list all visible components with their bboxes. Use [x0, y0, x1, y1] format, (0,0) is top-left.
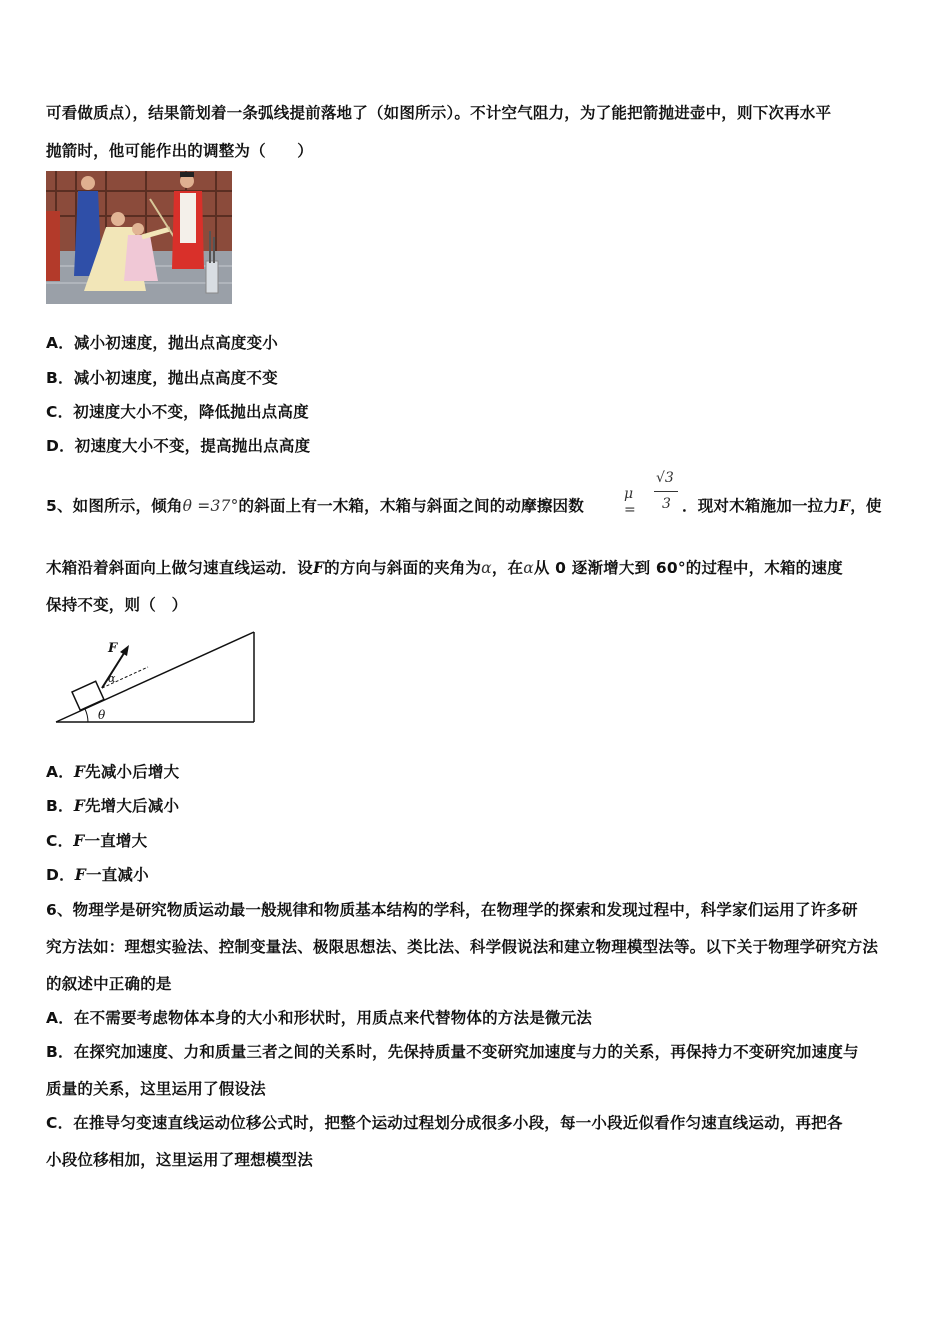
force-symbol: F: [73, 831, 85, 850]
q5-line2d: 从 0 逐渐增大到 60°的过程中，木箱的速度: [533, 559, 843, 577]
alpha-label: α: [108, 672, 116, 685]
q5-part3: ．现对木箱施加一拉力: [682, 497, 840, 515]
q6-text-line1: 6、物理学是研究物质运动最一般规律和物质基本结构的学科，在物理学的探索和发现过程中，科学家们运用了许多研: [46, 901, 858, 919]
force-label: F: [108, 641, 118, 656]
arrow-throwing-photo: [46, 171, 232, 304]
q5-line2a: 木箱沿着斜面向上做匀速直线运动．设: [46, 559, 313, 577]
option-letter: B．: [46, 797, 74, 815]
fraction-bar: [654, 491, 678, 492]
q5-text-line1-end: [682, 494, 882, 516]
option-letter: C．: [46, 832, 74, 850]
mu-numerator: √3: [656, 470, 674, 486]
q5-part2: 的斜面上有一木箱，木箱与斜面之间的动摩擦因数: [238, 497, 584, 515]
q5-text-line3: 保持不变，则（ ）: [46, 596, 188, 614]
alpha-symbol: α: [523, 559, 534, 577]
q4-option-c: C．初速度大小不变，降低抛出点高度: [46, 403, 309, 421]
option-text: 一直增大: [84, 832, 148, 850]
mu-symbol: μ =: [624, 486, 636, 518]
q6-option-a: A．在不需要考虑物体本身的大小和形状时，用质点来代替物体的方法是微元法: [46, 1009, 592, 1027]
incline-diagram: [52, 628, 262, 732]
q4-option-b: B．减小初速度，抛出点高度不变: [46, 369, 278, 387]
q5-line2b: 的方向与斜面的夹角为: [324, 559, 482, 577]
option-text: 先减小后增大: [85, 763, 180, 781]
q5-option-c: [46, 829, 147, 851]
q4-option-a: A．减小初速度，抛出点高度变小: [46, 334, 278, 352]
theta-label: θ: [98, 708, 106, 722]
q5-option-d: [46, 863, 149, 885]
q6-option-b-line2: 质量的关系，这里运用了假设法: [46, 1080, 266, 1098]
q5-line2c: ，在: [491, 559, 524, 577]
q6-option-c-line1: C．在推导匀变速直线运动位移公式时，把整个运动过程划分成很多小段，每一小段近似看作匀速直线运动，再把各: [46, 1114, 843, 1132]
option-letter: A．: [46, 763, 74, 781]
q6-option-b-line1: B．在探究加速度、力和质量三者之间的关系时，先保持质量不变研究加速度与力的关系，再保持力不变研究加速度与: [46, 1043, 859, 1061]
option-text: 一直减小: [86, 866, 149, 884]
alpha-symbol: α: [481, 559, 492, 577]
force-symbol: F: [312, 558, 325, 577]
q5-text-line1: [46, 494, 584, 516]
q4-text-line1: 可看做质点），结果箭划着一条弧线提前落地了（如图所示）。不计空气阻力，为了能把箭抛进壶中，则下次再水平: [46, 104, 832, 122]
q5-option-a: [46, 760, 179, 782]
q4-text-line2: 抛箭时，他可能作出的调整为（ ）: [46, 142, 313, 160]
force-symbol: F: [839, 496, 851, 515]
q4-option-d: D．初速度大小不变，提高抛出点高度: [46, 437, 311, 455]
option-letter: D．: [46, 866, 75, 884]
q6-option-c-line2: 小段位移相加，这里运用了理想模型法: [46, 1151, 313, 1169]
mu-denominator: 3: [662, 496, 671, 512]
force-symbol: F: [73, 762, 86, 781]
force-symbol: F: [73, 796, 85, 815]
q6-text-line2: 究方法如：理想实验法、控制变量法、极限思想法、类比法、科学假说法和建立物理模型法等。以下关于物理学研究方法: [46, 938, 879, 956]
q5-part1: 5、如图所示，倾角: [46, 497, 183, 515]
force-symbol: F: [74, 865, 86, 884]
q5-option-b: [46, 794, 179, 816]
theta-expression: θ =37°: [182, 497, 239, 515]
q6-text-line3: 的叙述中正确的是: [46, 975, 172, 993]
q5-text-line2: [46, 556, 843, 578]
q5-part4: ，使: [850, 497, 882, 515]
option-text: 先增大后减小: [84, 797, 180, 815]
